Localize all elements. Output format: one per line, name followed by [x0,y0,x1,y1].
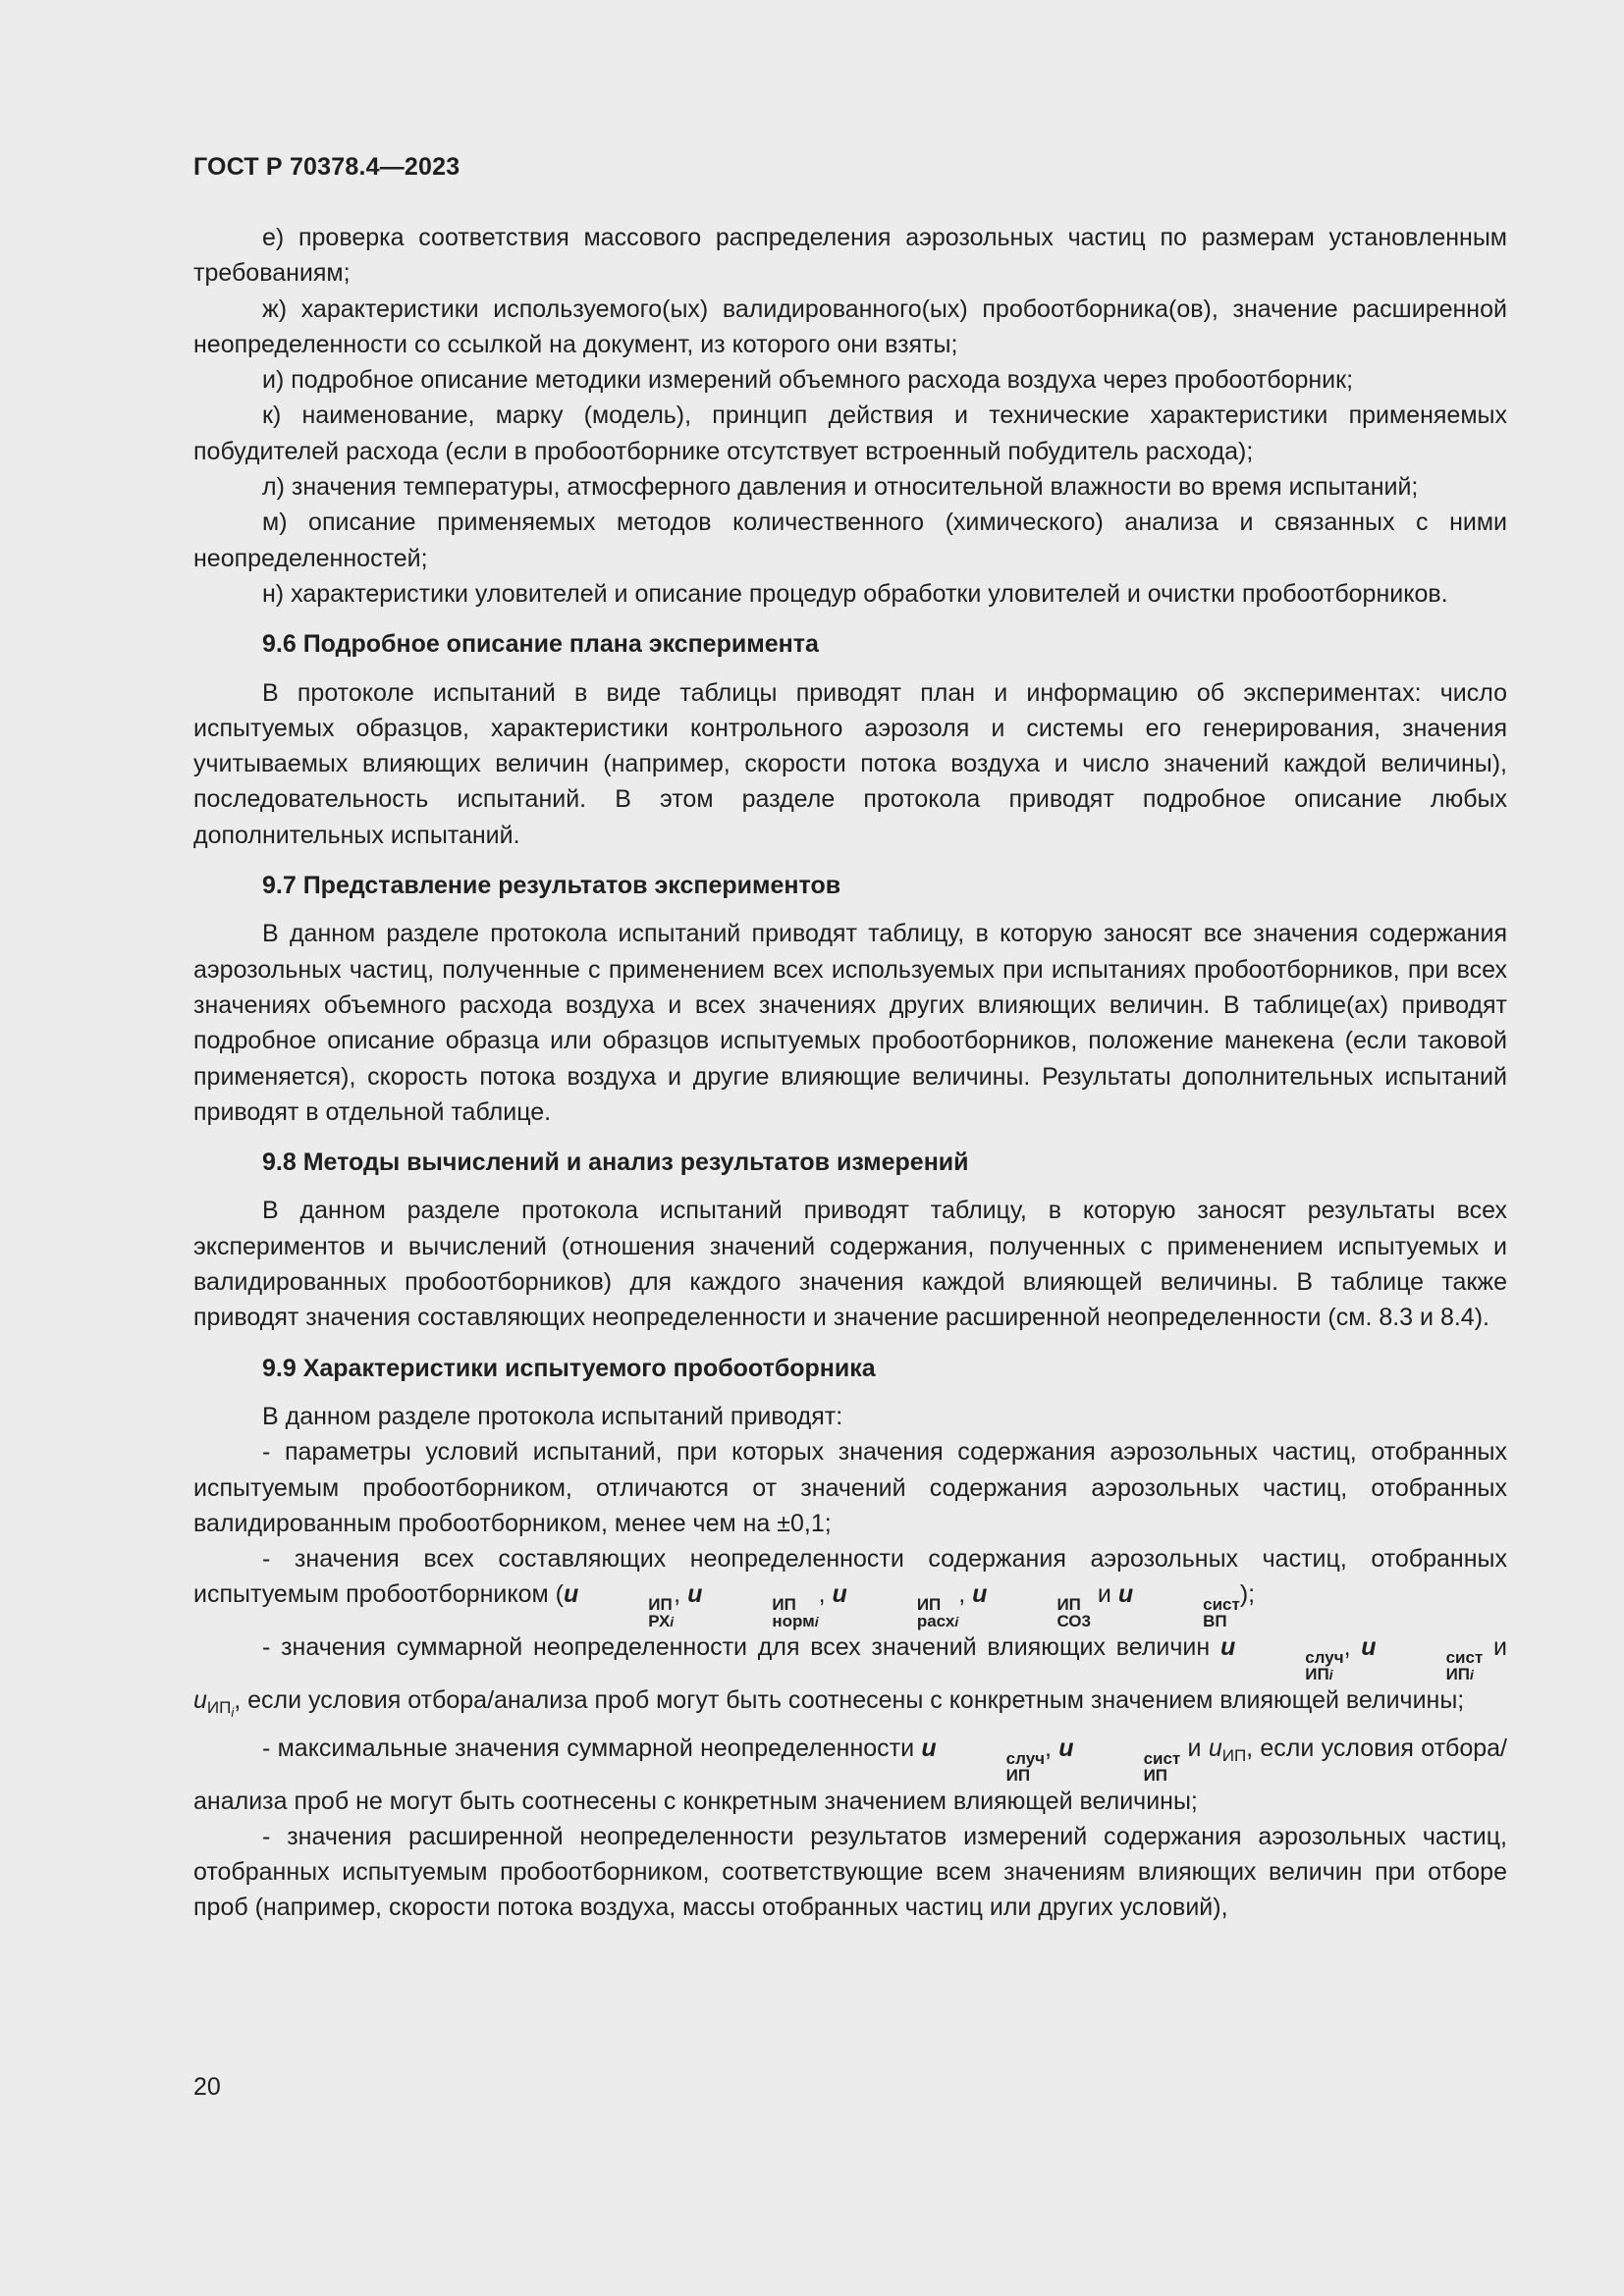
list-item-dash-2: - значения всех составляющих неопределенности содержания аэрозольных частиц, отобранных испытуемым пробоотборником (u ИП РХi , u ИП нормi , u ИП расхi , u ИП СО3 и u сист ВП ); [193,1545,1507,1631]
section-heading-9-9: 9.9 Характеристики испытуемого пробоотборника [262,1354,876,1382]
list-item-zh: ж) характеристики используемого(ых) валидированного(ых) пробоотборника(ов), значение расширенной неопределенности со ссылкой на документ, из которого они взяты; [193,294,1507,358]
symbol-u-sist-ip: u сист ИП [1058,1734,1181,1785]
section-text-9-8: В данном разделе протокола испытаний приводят таблицу, в которую заносят результаты всех экспериментов и вычислений (отношения значений содержания, полученных с применением испытуемых и валидированных пробоотборников) для каждого значения каждой влияющей величины. В таблице также приводят значения составляющих неопределенности и значение расширенной неопределенности (см. 8.3 и 8.4). [193,1197,1507,1332]
section-text-9-6: В протоколе испытаний в виде таблицы приводят план и информацию об экспериментах: число испытуемых образцов, характеристики контрольного аэрозоля и системы его генерирования, значения учитываемых влияющих величин (например, скорости потока воздуха и число значений каждой величины), последовательность испытаний. В этом разделе протокола приводят подробное описание любых дополнительных испытаний. [193,678,1507,849]
list-item-dash-4: - максимальные значения суммарной неопределенности u случ ИП , u сист ИП и $u_{ИП}$, если условия отбора/анализа проб не могут быть соотнесены с конкретным значением влияющей величины; [193,1734,1507,1815]
list-item-e: е) проверка соответствия массового распределения аэрозольных частиц по размерам установленным требованиям; [193,224,1507,288]
section-heading-9-8: 9.8 Методы вычислений и анализ результатов измерений [262,1148,969,1177]
section-heading-9-6: 9.6 Подробное описание плана эксперимента [262,630,819,659]
symbol-u-ip-norm: u ИП нормi [687,1580,819,1631]
symbol-u-sluch-ip: u случ ИП [921,1734,1046,1785]
list-item-dash-3: - значения суммарной неопределенности для всех значений влияющих величин u случ ИПi , u сист ИПi и $u_{ИП_i}$, если условия отбора/анализа проб могут быть соотнесены с конкретным значением влияющей величины; [193,1633,1507,1720]
section-heading-9-7: 9.7 Представление результатов экспериментов [262,872,841,900]
document-body [193,220,1507,1926]
list-item-n: н) характеристики уловителей и описание процедур обработки уловителей и очистки пробоотборников. [262,579,1448,608]
symbol-u-sist-ip-i: u сист ИПi [1361,1633,1484,1683]
symbol-u-ip-i: $u_{ИП_i}$ [193,1685,235,1720]
list-item-m: м) описание применяемых методов количественного (химического) анализа и связанных с ними неопределенностей; [193,508,1507,572]
list-item-i: и) подробное описание методики измерений объемного расхода воздуха через пробоотборник; [262,366,1354,395]
list-item-dash-1: - параметры условий испытаний, при которых значения содержания аэрозольных частиц, отобранных испытуемым пробоотборником, отличаются от значений содержания аэрозольных частиц, отобранных валидированным пробоотборником, менее чем на ±0,1; [193,1438,1507,1537]
list-item-l: л) значения температуры, атмосферного давления и относительной влажности во время испытаний; [262,473,1419,502]
symbol-u-ip-so3: u ИП СО3 [972,1580,1091,1631]
section-text-9-7: В данном разделе протокола испытаний приводят таблицу, в которую заносят все значения содержания аэрозольных частиц, полученные с применением всех используемых при испытаниях пробоотборников, при всех значениях объемного расхода воздуха и всех значениях других влияющих величин. В таблице(ах) приводят подробное описание образца или образцов испытуемых пробоотборников, положение манекена (если таковой применяется), скорость потока воздуха и другие влияющие величины. Результаты дополнительных испытаний приводят в отдельной таблице. [193,920,1507,1126]
list-item-dash-5: - значения расширенной неопределенности результатов измерений содержания аэрозольных частиц, отобранных испытуемым пробоотборником, соответствующие всем значениям влияющих величин при отборе проб (например, скорости потока воздуха, массы отобранных частиц или других условий), [193,1822,1507,1922]
section-intro-9-9: В данном разделе протокола испытаний приводят: [262,1402,843,1430]
page-number: 20 [193,2073,221,2101]
symbol-u-ip-rasx: u ИП расхi [832,1580,959,1631]
list-item-k: к) наименование, марку (модель), принцип действия и технические характеристики применяемых побудителей расхода (если в пробоотборнике отсутствует встроенный побудитель расхода); [193,401,1507,465]
document-header: ГОСТ Р 70378.4—2023 [193,153,460,181]
symbol-u-sluch-ip-i: u случ ИПi [1219,1633,1344,1683]
symbol-u-ip-rx: u ИП РХi [563,1580,675,1631]
symbol-u-ip: $u_{ИП}$ [1208,1734,1247,1766]
symbol-u-sist-vp: u сист ВП [1117,1580,1240,1631]
